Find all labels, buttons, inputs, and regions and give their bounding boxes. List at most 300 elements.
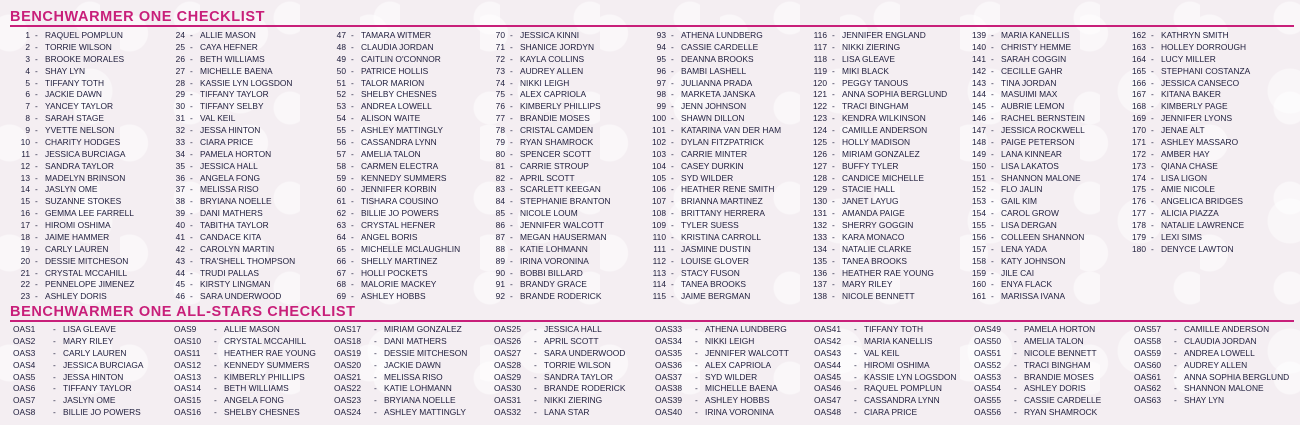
checklist-entry: [1122, 220, 1250, 232]
allstars-column-2: [174, 324, 316, 419]
checklist-entry: [6, 256, 134, 268]
card-name: CASSANDRA LYNN: [864, 395, 940, 406]
checklist-entry: [962, 161, 1085, 173]
card-number: 151: [972, 172, 986, 183]
separator-dash: -: [1151, 160, 1154, 171]
card-name: STEPHANI COSTANZA: [1161, 65, 1251, 76]
card-name: AMIE NICOLE: [1161, 184, 1215, 195]
checklist-entry: [161, 66, 295, 78]
checklist-entry: [6, 268, 134, 280]
card-name: CAMILLE ANDERSON: [1184, 324, 1270, 334]
checklist-entry: [1122, 137, 1250, 149]
checklist-entry: [642, 244, 781, 256]
allstars-entry: [494, 407, 625, 419]
card-number: 86: [495, 220, 505, 230]
card-name: ALEX CAPRIOLA: [520, 89, 587, 100]
separator-dash: -: [832, 30, 835, 40]
card-name: PEGGY TANOUS: [842, 77, 909, 88]
card-number: 34: [175, 148, 185, 159]
card-number: 176: [1132, 196, 1146, 207]
separator-dash: -: [35, 255, 38, 266]
card-number: OAS1: [13, 324, 36, 334]
card-number: 111: [653, 243, 666, 254]
card-name: BETH WILLIAMS: [224, 383, 289, 394]
card-number: 10: [20, 136, 30, 147]
card-name: YVETTE NELSON: [45, 125, 115, 135]
card-name: ASHLEY HOBBS: [705, 395, 770, 406]
card-number: 102: [652, 136, 666, 147]
card-name: TIFFANY TOTH: [864, 324, 924, 334]
checklist-entry: [962, 42, 1085, 54]
separator-dash: -: [510, 136, 513, 147]
card-name: JENNIFER WALCOTT: [705, 347, 789, 358]
card-number: 153: [972, 196, 986, 207]
allstars-entry: [974, 383, 1101, 395]
card-number: OAS63: [1134, 395, 1162, 406]
checklist-entry: [1122, 78, 1250, 90]
card-number: 163: [1132, 41, 1146, 52]
card-name: STACIE HALL: [842, 184, 895, 195]
checklist-entry: [962, 137, 1085, 149]
card-name: ANDREA LOWELL: [1184, 347, 1255, 358]
card-name: KIMBERLY PHILLIPS: [520, 101, 601, 112]
card-name: RYAN SHAMROCK: [1024, 407, 1098, 418]
separator-dash: -: [671, 125, 674, 135]
card-name: BOBBI BILLARD: [520, 267, 583, 278]
separator-dash: -: [1151, 148, 1154, 159]
separator-dash: -: [510, 89, 513, 100]
card-number: 75: [495, 89, 505, 100]
checklist-entry: [962, 279, 1085, 291]
card-number: 71: [495, 41, 505, 52]
checklist-entry: [6, 66, 134, 78]
card-number: 23: [20, 291, 30, 302]
card-name: LOUISE GLOVER: [681, 255, 749, 266]
card-number: 25: [175, 41, 185, 52]
checklist-entry: [642, 220, 781, 232]
card-name: KENDRA WILKINSON: [842, 113, 926, 124]
card-number: 42: [175, 243, 185, 254]
separator-dash: -: [671, 89, 674, 100]
card-number: 118: [813, 53, 827, 64]
separator-dash: -: [1151, 125, 1154, 135]
checklist-entry: [161, 113, 295, 125]
card-name: DESSIE MITCHESON: [45, 255, 129, 266]
card-number: OAS24: [334, 407, 362, 418]
separator-dash: -: [190, 53, 193, 64]
separator-dash: -: [671, 255, 674, 266]
checklist-entry: [962, 196, 1085, 208]
separator-dash: -: [991, 184, 994, 195]
separator-dash: -: [695, 371, 698, 382]
card-name: BRANDIE MOSES: [520, 113, 590, 124]
card-name: MICHELLE BAENA: [200, 65, 273, 76]
card-name: MEGAN HAUSERMAN: [520, 231, 607, 242]
separator-dash: -: [351, 231, 354, 242]
checklist-entry: [962, 220, 1085, 232]
separator-dash: -: [190, 89, 193, 100]
card-number: 143: [972, 77, 986, 88]
separator-dash: -: [35, 136, 38, 147]
separator-dash: -: [510, 231, 513, 242]
card-name: JENAE ALT: [1161, 125, 1205, 135]
card-number: 22: [20, 279, 30, 290]
card-number: 99: [656, 101, 666, 112]
card-number: 52: [336, 89, 346, 100]
card-number: OAS5: [13, 371, 36, 382]
card-name: AMBER HAY: [1161, 148, 1210, 159]
card-name: HOLLEY DORROUGH: [1161, 41, 1247, 52]
separator-dash: -: [991, 291, 994, 302]
separator-dash: -: [534, 347, 537, 358]
checklist-entry: [322, 113, 460, 125]
card-number: OAS38: [655, 383, 683, 394]
separator-dash: -: [374, 407, 377, 418]
allstars-column-1: [13, 324, 144, 419]
card-number: 169: [1132, 113, 1146, 124]
card-name: IRINA VORONINA: [520, 255, 589, 266]
checklist-entry: [1122, 173, 1250, 185]
separator-dash: -: [53, 407, 56, 418]
allstars-entry: [814, 324, 956, 336]
checklist-entry: [481, 54, 611, 66]
card-name: ANGELICA BRIDGES: [1161, 196, 1243, 207]
card-number: 6: [25, 89, 30, 100]
checklist-entry: [481, 279, 611, 291]
card-number: 159: [972, 267, 986, 278]
separator-dash: -: [832, 220, 835, 230]
card-name: MADELYN BRINSON: [45, 172, 126, 183]
card-name: KASSIE LYN LOGSDON: [864, 371, 957, 382]
separator-dash: -: [1151, 196, 1154, 207]
card-name: SARAH COGGIN: [1001, 53, 1067, 64]
card-name: ANDREA LOWELL: [361, 101, 432, 112]
checklist-entry: [1122, 101, 1250, 113]
checklist-entry: [803, 42, 947, 54]
checklist-entry: [642, 279, 781, 291]
separator-dash: -: [1151, 53, 1154, 64]
card-number: 125: [813, 136, 827, 147]
allstars-entry: [494, 395, 625, 407]
card-name: NICOLE BENNETT: [842, 291, 915, 302]
checklist-entry: [962, 208, 1085, 220]
card-number: OAS46: [814, 383, 842, 394]
separator-dash: -: [991, 65, 994, 76]
card-number: 32: [175, 125, 185, 135]
separator-dash: -: [351, 196, 354, 207]
card-number: 7: [25, 101, 30, 112]
separator-dash: -: [1174, 335, 1177, 346]
card-number: 35: [175, 160, 185, 171]
card-number: 74: [495, 77, 505, 88]
card-number: 122: [813, 101, 827, 112]
card-name: HOLLI POCKETS: [361, 267, 428, 278]
card-number: 158: [972, 255, 986, 266]
card-name: SHELBY CHESNES: [224, 407, 300, 418]
card-name: SHELLY MARTINEZ: [361, 255, 438, 266]
allstars-entry: [494, 383, 625, 395]
separator-dash: -: [1151, 184, 1154, 195]
separator-dash: -: [695, 324, 698, 334]
separator-dash: -: [832, 184, 835, 195]
card-number: 166: [1132, 77, 1146, 88]
separator-dash: -: [351, 113, 354, 124]
allstars-column-7: [974, 324, 1101, 419]
card-name: ASHLEY DORIS: [45, 291, 107, 302]
card-name: LISA DERGAN: [1001, 220, 1057, 230]
card-number: 177: [1132, 208, 1146, 219]
card-name: JULIANNA PRADA: [681, 77, 753, 88]
separator-dash: -: [214, 359, 217, 370]
card-number: 113: [652, 267, 666, 278]
card-number: OAS11: [174, 347, 201, 358]
checklist-entry: [6, 232, 134, 244]
separator-dash: -: [832, 196, 835, 207]
card-name: AUBRIE LEMON: [1001, 101, 1065, 112]
checklist-entry: [642, 161, 781, 173]
allstars-title-rule: [10, 320, 1294, 322]
separator-dash: -: [991, 30, 994, 40]
checklist-entry: [161, 184, 295, 196]
separator-dash: -: [671, 148, 674, 159]
card-number: OAS22: [334, 383, 362, 394]
separator-dash: -: [351, 65, 354, 76]
allstars-entry: [494, 336, 625, 348]
separator-dash: -: [1151, 172, 1154, 183]
checklist-entry: [642, 113, 781, 125]
card-name: VAL KEIL: [200, 113, 236, 124]
checklist-entry: [1122, 149, 1250, 161]
card-number: 79: [495, 136, 505, 147]
checklist-entry: [642, 30, 781, 42]
separator-dash: -: [510, 53, 513, 64]
card-number: 140: [972, 41, 986, 52]
card-name: SHERRY GOGGIN: [842, 220, 914, 230]
checklist-entry: [642, 184, 781, 196]
separator-dash: -: [510, 41, 513, 52]
separator-dash: -: [35, 231, 38, 242]
separator-dash: -: [1174, 347, 1177, 358]
card-number: 70: [495, 30, 505, 40]
checklist-entry: [642, 291, 781, 303]
card-name: NICOLE BENNETT: [1024, 347, 1097, 358]
card-name: DANI MATHERS: [384, 335, 447, 346]
card-number: OAS2: [13, 335, 36, 346]
checklist-entry: [642, 256, 781, 268]
checklist-entry: [803, 173, 947, 185]
allstars-column-8: [1134, 324, 1289, 407]
card-number: 107: [652, 196, 666, 207]
card-name: DENYCE LAWTON: [1161, 243, 1234, 254]
card-number: OAS41: [814, 324, 842, 334]
separator-dash: -: [671, 231, 674, 242]
card-number: OAS54: [974, 383, 1002, 394]
card-number: OAS15: [174, 395, 202, 406]
card-number: OAS23: [334, 395, 362, 406]
separator-dash: -: [214, 383, 217, 394]
card-number: 61: [336, 196, 346, 207]
checklist-entry: [161, 220, 295, 232]
card-number: 13: [20, 172, 30, 183]
allstars-entry: [974, 372, 1101, 384]
checklist-entry: [803, 66, 947, 78]
checklist-entry: [962, 184, 1085, 196]
checklist-column-4: [481, 30, 611, 303]
card-name: RAQUEL POMPLUN: [864, 383, 942, 394]
card-name: NICOLE LOUM: [520, 208, 578, 219]
card-name: SANDRA TAYLOR: [45, 160, 114, 171]
separator-dash: -: [190, 267, 193, 278]
checklist-entry: [322, 256, 460, 268]
card-name: SHELBY CHESNES: [361, 89, 437, 100]
card-number: 109: [652, 220, 666, 230]
card-number: 114: [652, 279, 666, 290]
checklist-entry: [481, 66, 611, 78]
separator-dash: -: [832, 160, 835, 171]
card-name: KATARINA VAN DER HAM: [681, 125, 782, 135]
checklist-entry: [161, 256, 295, 268]
separator-dash: -: [35, 267, 38, 278]
separator-dash: -: [351, 208, 354, 219]
card-number: 156: [972, 231, 986, 242]
separator-dash: -: [35, 243, 38, 254]
card-name: KATIE LOHMANN: [384, 383, 452, 394]
card-name: JESSICA KINNI: [520, 30, 580, 40]
separator-dash: -: [832, 125, 835, 135]
checklist-entry: [6, 196, 134, 208]
separator-dash: -: [510, 184, 513, 195]
card-name: KATHRYN SMITH: [1161, 30, 1229, 40]
card-number: 104: [652, 160, 666, 171]
card-number: 58: [336, 160, 346, 171]
card-number: 127: [813, 160, 827, 171]
separator-dash: -: [53, 359, 56, 370]
card-name: MICHELLE BAENA: [705, 383, 778, 394]
card-name: SHANNON MALONE: [1001, 172, 1081, 183]
card-number: 36: [175, 172, 185, 183]
card-name: LENA YADA: [1001, 243, 1047, 254]
checklist-entry: [161, 268, 295, 280]
separator-dash: -: [214, 347, 217, 358]
separator-dash: -: [832, 267, 835, 278]
card-number: 157: [972, 243, 986, 254]
separator-dash: -: [53, 347, 56, 358]
allstars-entry: [974, 336, 1101, 348]
card-name: CARLY LAUREN: [63, 347, 127, 358]
card-number: OAS32: [494, 407, 522, 418]
card-name: JENN JOHNSON: [681, 101, 747, 112]
checklist-entry: [322, 244, 460, 256]
separator-dash: -: [351, 30, 354, 40]
checklist-entry: [161, 161, 295, 173]
checklist-entry: [803, 113, 947, 125]
allstars-entry: [334, 348, 467, 360]
card-number: 62: [336, 208, 346, 219]
card-name: AUDREY ALLEN: [520, 65, 584, 76]
card-name: KARA MONACO: [842, 231, 905, 242]
checklist-entry: [161, 54, 295, 66]
card-name: SYD WILDER: [681, 172, 734, 183]
separator-dash: -: [671, 113, 674, 124]
separator-dash: -: [351, 77, 354, 88]
card-name: KENNEDY SUMMERS: [224, 359, 310, 370]
separator-dash: -: [1151, 65, 1154, 76]
card-number: 63: [336, 220, 346, 230]
checklist-entry: [962, 232, 1085, 244]
checklist-entry: [481, 161, 611, 173]
separator-dash: -: [190, 291, 193, 302]
card-name: JACKIE DAWN: [384, 359, 441, 370]
card-number: OAS12: [174, 359, 202, 370]
checklist-entry: [322, 268, 460, 280]
allstars-entry: [655, 360, 789, 372]
card-name: MIRIAM GONZALEZ: [842, 148, 920, 159]
separator-dash: -: [53, 324, 56, 334]
card-number: OAS40: [655, 407, 683, 418]
separator-dash: -: [832, 148, 835, 159]
allstars-entry: [334, 383, 467, 395]
separator-dash: -: [35, 77, 38, 88]
checklist-entry: [1122, 42, 1250, 54]
separator-dash: -: [374, 383, 377, 394]
allstars-entry: [494, 372, 625, 384]
card-number: OAS18: [334, 335, 362, 346]
card-number: OAS25: [494, 324, 522, 334]
checklist-entry: [322, 54, 460, 66]
card-number: 48: [336, 41, 346, 52]
separator-dash: -: [991, 136, 994, 147]
card-name: JASLYN OME: [45, 184, 98, 195]
card-name: TRUDI PALLAS: [200, 267, 259, 278]
separator-dash: -: [351, 279, 354, 290]
card-number: 145: [972, 101, 986, 112]
separator-dash: -: [190, 243, 193, 254]
checklist-entry: [1122, 208, 1250, 220]
card-name: KATY JOHNSON: [1001, 255, 1066, 266]
separator-dash: -: [832, 208, 835, 219]
card-name: KIMBERLY PAGE: [1161, 101, 1228, 112]
separator-dash: -: [35, 291, 38, 302]
allstars-column-6: [814, 324, 956, 419]
separator-dash: -: [510, 255, 513, 266]
card-number: 30: [175, 101, 185, 112]
separator-dash: -: [351, 291, 354, 302]
separator-dash: -: [190, 125, 193, 135]
separator-dash: -: [991, 125, 994, 135]
card-name: KASSIE LYN LOGSDON: [200, 77, 293, 88]
card-number: OAS27: [494, 347, 522, 358]
separator-dash: -: [854, 407, 857, 418]
card-number: 26: [175, 53, 185, 64]
card-name: NIKKI ZIERING: [842, 41, 901, 52]
card-name: BILLIE JO POWERS: [63, 407, 141, 418]
separator-dash: -: [53, 371, 56, 382]
card-number: 49: [336, 53, 346, 64]
separator-dash: -: [351, 101, 354, 112]
checklist-entry: [161, 279, 295, 291]
card-name: LISA LAKATOS: [1001, 160, 1059, 171]
card-number: 108: [652, 208, 666, 219]
card-name: APRIL SCOTT: [544, 335, 599, 346]
card-name: PATRICE HOLLIS: [361, 65, 429, 76]
card-number: 57: [336, 148, 346, 159]
card-name: ASHLEY MATTINGLY: [361, 125, 443, 135]
card-name: TANEA BROOKS: [681, 279, 746, 290]
card-name: LUCY MILLER: [1161, 53, 1216, 64]
separator-dash: -: [510, 30, 513, 40]
checklist-entry: [6, 220, 134, 232]
separator-dash: -: [374, 359, 377, 370]
